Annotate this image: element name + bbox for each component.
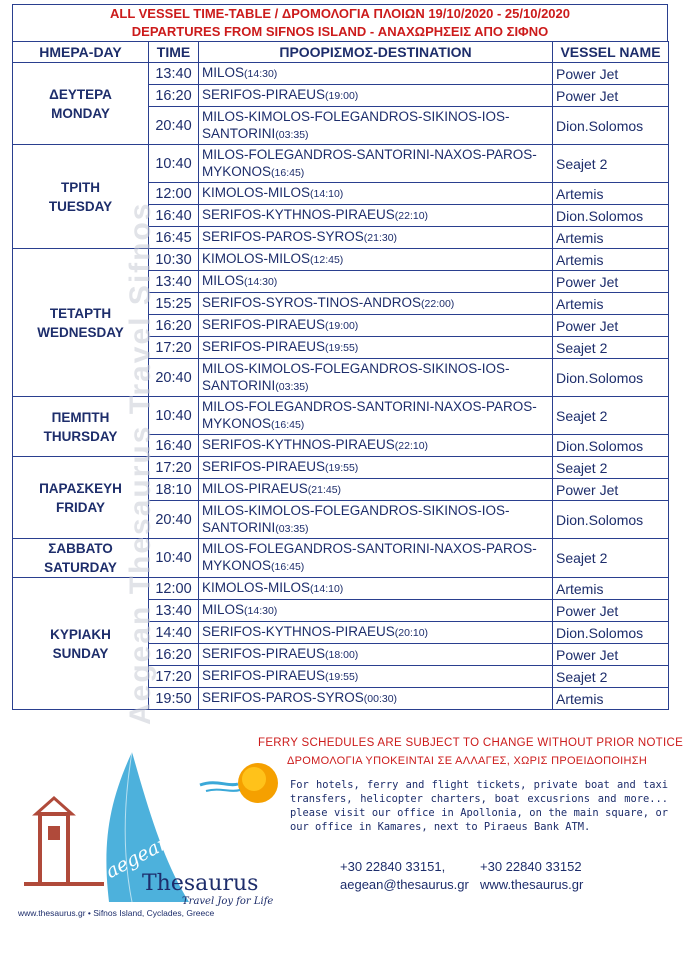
destination-cell bbox=[199, 63, 553, 85]
departure-time: 15:25 bbox=[149, 293, 199, 315]
logo-thesaurus-text: Thesaurus bbox=[142, 871, 259, 896]
arrival-time: (19:55) bbox=[325, 462, 359, 474]
vessel-name: Dion.Solomos bbox=[553, 501, 669, 539]
watermark bbox=[124, 50, 160, 730]
table-row bbox=[13, 397, 669, 435]
services-info: For hotels, ferry and flight tickets, private boat and taxi transfers, helicopter charters, boat excusrions and more... please visit our office in Apollonia, on the main square, or our office in Kamares, next to Piraeus Bank ATM. bbox=[290, 779, 668, 833]
destination-route-cont: SANTORINI bbox=[202, 377, 276, 393]
vessel-name: Seajet 2 bbox=[553, 337, 669, 359]
destination-cell bbox=[199, 359, 553, 397]
destination-route: SERIFOS-PIRAEUS bbox=[202, 668, 326, 683]
vessel-name: Artemis bbox=[553, 688, 669, 710]
destination-route: MILOS-FOLEGANDROS-SANTORINI-NAXOS-PAROS- bbox=[202, 541, 537, 556]
vessel-name: Seajet 2 bbox=[553, 457, 669, 479]
destination-route: MILOS-KIMOLOS-FOLEGANDROS-SIKINOS-IOS- bbox=[202, 108, 510, 124]
departure-time: 16:20 bbox=[149, 315, 199, 337]
arrival-time: (03:35) bbox=[275, 380, 309, 393]
arrival-time: (22:00) bbox=[421, 298, 455, 310]
destination-route: KIMOLOS-MILOS bbox=[202, 185, 311, 200]
arrival-time: (16:45) bbox=[271, 561, 305, 573]
destination-route: SERIFOS-PIRAEUS bbox=[202, 646, 326, 661]
arrival-time: (22:10) bbox=[394, 440, 429, 452]
departure-time: 20:40 bbox=[149, 107, 199, 145]
destination-cell bbox=[199, 145, 553, 183]
destination-route: KIMOLOS-MILOS bbox=[202, 251, 311, 266]
departure-time: 16:20 bbox=[149, 85, 199, 107]
day-english: THURSDAY bbox=[43, 428, 118, 444]
vessel-name: Dion.Solomos bbox=[553, 622, 669, 644]
departure-time: 20:40 bbox=[149, 501, 199, 539]
day-greek: ΠΑΡΑΣΚΕΥΗ bbox=[39, 480, 122, 496]
destination-cell bbox=[199, 205, 553, 227]
departure-time: 13:40 bbox=[149, 600, 199, 622]
vessel-name: Artemis bbox=[553, 249, 669, 271]
destination-route: MILOS bbox=[202, 65, 245, 80]
destination-cell bbox=[199, 107, 553, 145]
destination-route: MILOS bbox=[202, 273, 245, 288]
destination-route-cont: SANTORINI bbox=[202, 519, 276, 535]
vessel-name: Dion.Solomos bbox=[553, 435, 669, 457]
destination-route: SERIFOS-PIRAEUS bbox=[202, 459, 326, 474]
col-header-time: TIME bbox=[149, 42, 199, 63]
phone-1[interactable]: +30 22840 33151, bbox=[340, 859, 446, 874]
destination-cell bbox=[199, 666, 553, 688]
day-greek: ΤΡΙΤΗ bbox=[61, 179, 100, 195]
vessel-name: Dion.Solomos bbox=[553, 107, 669, 145]
departure-time: 16:40 bbox=[149, 205, 199, 227]
destination-cell bbox=[199, 183, 553, 205]
destination-cell bbox=[199, 227, 553, 249]
day-greek: ΠΕΜΠΤΗ bbox=[51, 409, 110, 425]
destination-route: MILOS-KIMOLOS-FOLEGANDROS-SIKINOS-IOS- bbox=[202, 360, 510, 376]
timetable-sheet bbox=[12, 4, 668, 710]
day-greek: ΤΕΤΑΡΤΗ bbox=[49, 305, 112, 321]
logo-footer: www.thesaurus.gr • Sifnos Island, Cyclades, Greece bbox=[18, 908, 215, 918]
day-english: TUESDAY bbox=[48, 198, 113, 214]
logo-aegean-text: aegean bbox=[102, 830, 174, 883]
arrival-time: (19:55) bbox=[325, 671, 359, 683]
vessel-name: Artemis bbox=[553, 183, 669, 205]
vessel-name: Seajet 2 bbox=[553, 397, 669, 435]
destination-cell bbox=[199, 271, 553, 293]
table-row bbox=[13, 63, 669, 85]
arrival-time: (14:30) bbox=[244, 276, 278, 288]
timetable-title: ALL VESSEL TIME-TABLE / ΔΡΟΜΟΛΟΓΙΑ ΠΛΟΙΩΝ 19/10/2020 - 25/10/2020 bbox=[12, 4, 668, 23]
destination-route: SERIFOS-PIRAEUS bbox=[202, 317, 326, 332]
departure-time: 16:45 bbox=[149, 227, 199, 249]
destination-route: SERIFOS-PAROS-SYROS bbox=[202, 229, 364, 244]
destination-cell bbox=[199, 249, 553, 271]
destination-route-cont: SANTORINI bbox=[202, 125, 276, 141]
vessel-name: Artemis bbox=[553, 578, 669, 600]
arrival-time: (18:00) bbox=[325, 649, 359, 661]
destination-route: SERIFOS-SYROS-TINOS-ANDROS bbox=[202, 295, 422, 310]
table-row bbox=[13, 578, 669, 600]
arrival-time: (03:35) bbox=[275, 128, 309, 141]
day-greek: ΔΕΥΤΕΡΑ bbox=[49, 86, 112, 102]
departure-time: 17:20 bbox=[149, 666, 199, 688]
website-link[interactable]: www.thesaurus.gr bbox=[480, 877, 584, 892]
arrival-time: (19:55) bbox=[325, 342, 359, 354]
arrival-time: (19:00) bbox=[325, 90, 359, 102]
destination-route: SERIFOS-KYTHNOS-PIRAEUS bbox=[202, 437, 395, 452]
arrival-time: (12:45) bbox=[310, 254, 344, 266]
destination-cell bbox=[199, 435, 553, 457]
vessel-name: Power Jet bbox=[553, 644, 669, 666]
departure-time: 16:40 bbox=[149, 435, 199, 457]
departure-time: 20:40 bbox=[149, 359, 199, 397]
destination-cell bbox=[199, 85, 553, 107]
arrival-time: (22:10) bbox=[394, 210, 429, 222]
day-english: WEDNESDAY bbox=[37, 324, 124, 340]
arrival-time: (21:30) bbox=[363, 232, 398, 244]
departure-time: 12:00 bbox=[149, 183, 199, 205]
col-header-day: ΗΜΕΡΑ-DAY bbox=[13, 42, 149, 63]
destination-route-cont: MYKONOS bbox=[202, 558, 272, 573]
vessel-name: Power Jet bbox=[553, 85, 669, 107]
day-english: SUNDAY bbox=[52, 645, 109, 661]
vessel-name: Dion.Solomos bbox=[553, 205, 669, 227]
destination-cell bbox=[199, 479, 553, 501]
destination-cell bbox=[199, 315, 553, 337]
schedule-body bbox=[13, 63, 669, 710]
vessel-name: Seajet 2 bbox=[553, 539, 669, 578]
col-header-vessel: VESSEL NAME bbox=[553, 42, 669, 63]
destination-route: SERIFOS-KYTHNOS-PIRAEUS bbox=[202, 624, 395, 639]
departure-time: 19:50 bbox=[149, 688, 199, 710]
vessel-name: Power Jet bbox=[553, 315, 669, 337]
departure-time: 16:20 bbox=[149, 644, 199, 666]
destination-route: MILOS-FOLEGANDROS-SANTORINI-NAXOS-PAROS- bbox=[202, 146, 537, 162]
email-link[interactable]: aegean@thesaurus.gr bbox=[340, 877, 469, 892]
departure-time: 12:00 bbox=[149, 578, 199, 600]
day-greek: ΣΑΒΒΑΤΟ bbox=[48, 541, 113, 556]
arrival-time: (14:10) bbox=[310, 583, 344, 595]
contact-block bbox=[340, 858, 583, 894]
destination-cell bbox=[199, 622, 553, 644]
watermark-text: Aegean Thesaurus Travel Sifnos bbox=[124, 201, 157, 725]
departure-time: 18:10 bbox=[149, 479, 199, 501]
destination-cell bbox=[199, 600, 553, 622]
vessel-name: Seajet 2 bbox=[553, 666, 669, 688]
vessel-name: Artemis bbox=[553, 227, 669, 249]
destination-route: MILOS-FOLEGANDROS-SANTORINI-NAXOS-PAROS- bbox=[202, 398, 537, 414]
departure-time: 13:40 bbox=[149, 271, 199, 293]
arrival-time: (14:10) bbox=[310, 188, 344, 200]
departure-time: 17:20 bbox=[149, 457, 199, 479]
col-header-destination: ΠΡΟΟΡΙΣΜΟΣ-DESTINATION bbox=[199, 42, 553, 63]
departure-time: 17:20 bbox=[149, 337, 199, 359]
destination-route: MILOS-PIRAEUS bbox=[202, 481, 308, 496]
destination-cell bbox=[199, 539, 553, 578]
destination-route: SERIFOS-PAROS-SYROS bbox=[202, 690, 364, 705]
destination-cell bbox=[199, 337, 553, 359]
logo-tagline: Travel Joy for Life bbox=[182, 896, 274, 907]
departure-time: 10:40 bbox=[149, 145, 199, 183]
table-row bbox=[13, 249, 669, 271]
header-row bbox=[13, 42, 669, 63]
destination-cell bbox=[199, 578, 553, 600]
destination-route: MILOS-KIMOLOS-FOLEGANDROS-SIKINOS-IOS- bbox=[202, 502, 510, 518]
arrival-time: (03:35) bbox=[275, 522, 309, 535]
arrival-time: (16:45) bbox=[271, 166, 305, 179]
timetable-subtitle: DEPARTURES FROM SIFNOS ISLAND - ΑΝΑΧΩΡΗΣΕΙΣ ΑΠΟ ΣΙΦΝΟ bbox=[12, 23, 668, 41]
destination-route: SERIFOS-KYTHNOS-PIRAEUS bbox=[202, 207, 395, 222]
schedule-table bbox=[12, 41, 669, 710]
vessel-name: Power Jet bbox=[553, 600, 669, 622]
destination-route-cont: MYKONOS bbox=[202, 163, 272, 179]
arrival-time: (14:30) bbox=[244, 605, 278, 617]
departure-time: 13:40 bbox=[149, 63, 199, 85]
destination-cell bbox=[199, 293, 553, 315]
vessel-name: Seajet 2 bbox=[553, 145, 669, 183]
destination-cell bbox=[199, 501, 553, 539]
schedule-change-notice-greek: ΔΡΟΜΟΛΟΓΙΑ ΥΠΟΚΕΙΝΤΑΙ ΣΕ ΑΛΛΑΓΕΣ, ΧΩΡΙΣ ΠΡΟΕΙΔΟΠΟΙΗΣΗ bbox=[287, 755, 648, 767]
destination-cell bbox=[199, 644, 553, 666]
destination-route: KIMOLOS-MILOS bbox=[202, 580, 311, 595]
vessel-name: Dion.Solomos bbox=[553, 359, 669, 397]
destination-route: SERIFOS-PIRAEUS bbox=[202, 339, 326, 354]
day-english: SATURDAY bbox=[44, 560, 117, 575]
day-english: FRIDAY bbox=[55, 499, 105, 515]
departure-time: 10:40 bbox=[149, 397, 199, 435]
arrival-time: (00:30) bbox=[363, 693, 398, 705]
destination-cell bbox=[199, 397, 553, 435]
vessel-name: Power Jet bbox=[553, 63, 669, 85]
arrival-time: (16:45) bbox=[271, 418, 305, 431]
vessel-name: Artemis bbox=[553, 293, 669, 315]
day-english: MONDAY bbox=[51, 105, 110, 121]
arrival-time: (21:45) bbox=[307, 484, 342, 496]
destination-route: MILOS bbox=[202, 602, 245, 617]
schedule-change-notice: FERRY SCHEDULES ARE SUBJECT TO CHANGE WITHOUT PRIOR NOTICE bbox=[258, 737, 684, 749]
destination-cell bbox=[199, 688, 553, 710]
table-row bbox=[13, 539, 669, 578]
vessel-name: Power Jet bbox=[553, 271, 669, 293]
day-greek: ΚΥΡΙΑΚΗ bbox=[50, 626, 111, 642]
destination-cell bbox=[199, 457, 553, 479]
arrival-time: (19:00) bbox=[325, 320, 359, 332]
table-row bbox=[13, 145, 669, 183]
departure-time: 10:30 bbox=[149, 249, 199, 271]
vessel-name: Power Jet bbox=[553, 479, 669, 501]
phone-2[interactable]: +30 22840 33152 bbox=[480, 859, 582, 874]
destination-route-cont: MYKONOS bbox=[202, 415, 272, 431]
arrival-time: (14:30) bbox=[244, 68, 278, 80]
table-row bbox=[13, 457, 669, 479]
arrival-time: (20:10) bbox=[394, 627, 429, 639]
departure-time: 14:40 bbox=[149, 622, 199, 644]
departure-time: 10:40 bbox=[149, 539, 199, 578]
destination-route: SERIFOS-PIRAEUS bbox=[202, 87, 326, 102]
aegean-thesaurus-logo bbox=[14, 752, 284, 927]
